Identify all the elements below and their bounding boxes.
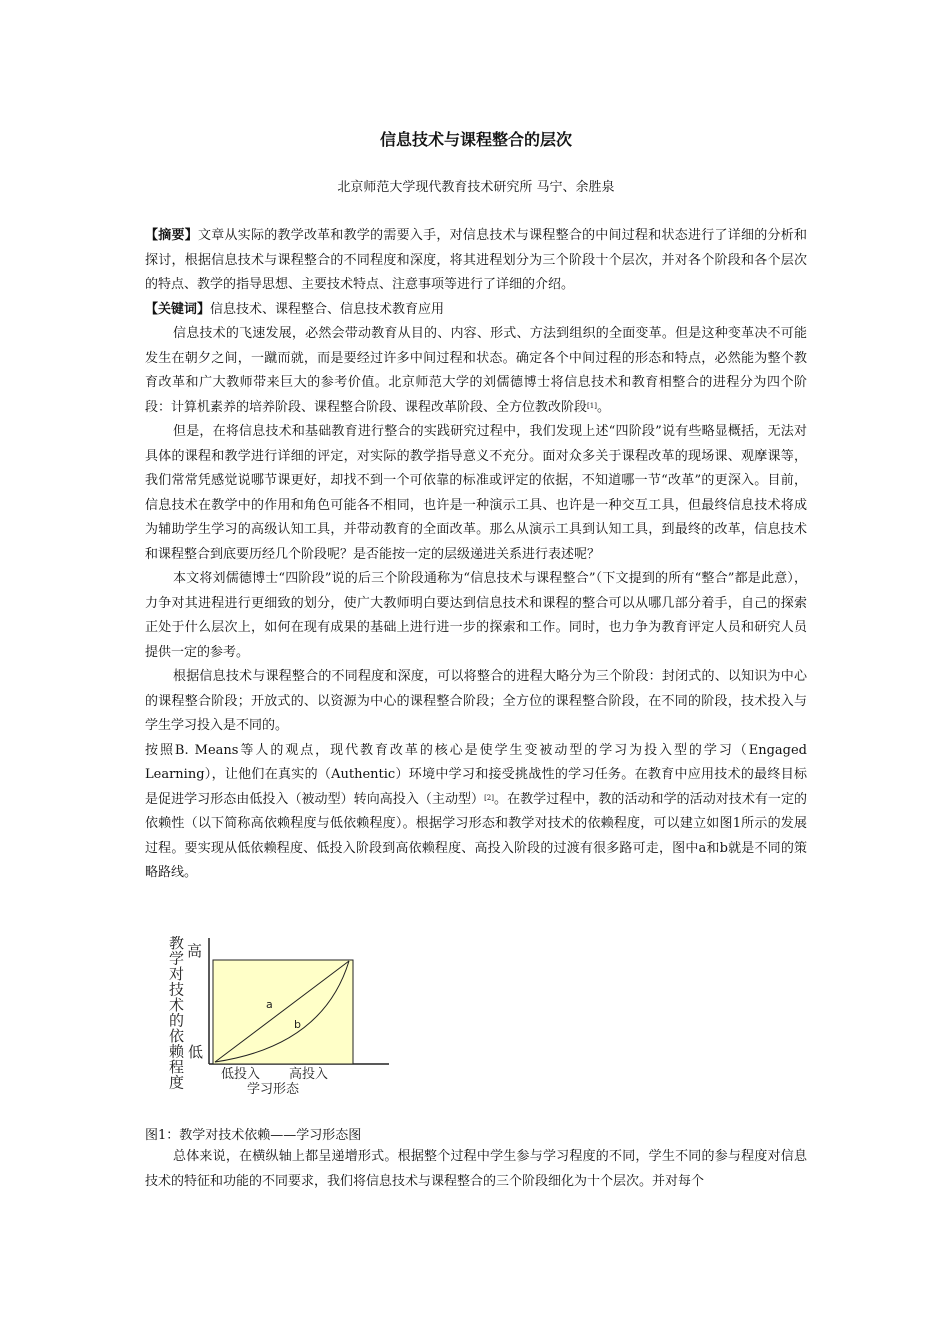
paper-title: 信息技术与课程整合的层次	[379, 130, 572, 149]
body-continued	[145, 1145, 807, 1194]
y-tick-low: 低	[188, 1043, 204, 1061]
body-paragraph-2: 但是，在将信息技术和基础教育进行整合的实践研究过程中，我们发现上述“四阶段”说有些略显概括，无法对具体的课程和教学进行详细的评定，对实际的教学指导意义不充分。面对众多关于课程改革的现场课、观摩课等，我们常常凭感觉说哪节课更好，却找不到一个可依靠的标准或评定的依据，不知道哪一节“改革”的更深入。目前，信息技术在教学中的作用和角色可能各不相同，也许是一种演示工具、也许是一种交互工具，但最终信息技术将成为辅助学生学习的高级认知工具，并带动教育的全面改革。那么从演示工具到认知工具，到最终的改革，信息技术和课程整合到底要历经几个阶段呢？是否能按一定的层级递进关系进行表述呢？	[145, 424, 807, 562]
body-paragraph-6: 总体来说，在横纵轴上都呈递增形式。根据整个过程中学生参与学习程度的不同，学生不同的参与程度对信息技术的特征和功能的不同要求，我们将信息技术与课程整合的三个阶段细化为十个层次。并对每个	[145, 1149, 807, 1189]
body-paragraph-1	[145, 322, 807, 420]
abstract-block	[145, 224, 807, 886]
figure-area	[213, 960, 353, 1064]
curve-b-label: b	[294, 1018, 301, 1031]
paper-authors: 北京师范大学现代教育技术研究所 马宁、余胜泉	[337, 180, 615, 195]
x-axis-label: 学习形态	[247, 1082, 300, 1094]
paragraph-5-text: 按照B. Means等人的观点，现代教育改革的核心是使学生变被动型的学习为投入型的学习（Engaged Learning），让他们在真实的（Authentic）环境中学习和接受挑战性的学习任务。在教育中应用技术的最终目标是促进学习形态由低投入（被动型）转向高投入（主动型）	[145, 742, 807, 807]
abstract-text: 文章从实际的教学改革和教学的需要入手，对信息技术与课程整合的中间过程和状态进行了详细的分析和探讨，根据信息技术与课程整合的不同程度和深度，将其进程划分为三个阶段十个层次，并对各个阶段和各个层次的特点、教学的指导思想、主要技术特点、注意事项等进行了详细的介绍。	[145, 228, 807, 292]
paragraph-1-end: 。	[596, 399, 610, 415]
x-tick-low: 低投入	[221, 1067, 261, 1082]
body-paragraph-5	[145, 739, 807, 886]
keywords-label: 【关键词】	[145, 301, 211, 317]
abstract-paragraph	[145, 224, 807, 298]
y-tick-high: 高	[187, 942, 203, 960]
abstract-label: 【摘要】	[145, 228, 198, 243]
body-paragraph-3: 本文将刘儒德博士“四阶段”说的后三个阶段通称为“信息技术与课程整合”（下文提到的所有“整合”都是此意），力争对其进程进行更细致的划分，使广大教师明白要达到信息技术和课程的整合可以从哪几部分着手，自己的探索正处于什么层次上，如何在现有成果的基础上进行进一步的探索和工作。同时，也力争为教育评定人员和研究人员提供一定的参考。	[145, 571, 807, 660]
y-axis-label-text: 教学对技术的依赖程度	[169, 936, 185, 1092]
paragraph-1-text: 信息技术的飞速发展，必然会带动教育从目的、内容、形式、方法到组织的全面变革。但是这种变革决不可能发生在朝夕之间，一蹴而就，而是要经过许多中间过程和状态。确定各个中间过程的形态和特点，必然能为整个教育改革和广大教师带来巨大的参考价值。北京师范大学的刘儒德博士将信息技术和教育相整合的进程分为四个阶段：计算机素养的培养阶段、课程整合阶段、课程改革阶段、全方位教改阶段	[145, 326, 807, 415]
citation-1: [1]	[587, 401, 597, 410]
figure-1-diagram	[153, 936, 393, 1094]
figure-1-caption: 图1：教学对技术依赖——学习形态图	[145, 1128, 362, 1143]
citation-2: [2]	[484, 793, 494, 802]
body-paragraph-4: 根据信息技术与课程整合的不同程度和深度，可以将整合的进程大略分为三个阶段：封闭式的、以知识为中心的课程整合阶段；开放式的、以资源为中心的课程整合阶段；全方位的课程整合阶段，在不同的阶段，技术投入与学生学习投入是不同的。	[145, 669, 807, 733]
keywords-text: 信息技术、课程整合、信息技术教育应用	[210, 301, 445, 317]
keywords-paragraph	[145, 298, 807, 323]
paragraph-5-end: 。在教学过程中，教的活动和学的活动对技术有一定的依赖性（以下简称高依赖程度与低依赖程度）。根据学习形态和教学对技术的依赖程度，可以建立如图1所示的发展过程。要实现从低依赖程度、低投入阶段到高依赖程度、高投入阶段的过渡有很多路可走，图中a和b就是不同的策略路线。	[145, 791, 807, 880]
curve-a-label: a	[266, 998, 273, 1011]
y-axis-label	[169, 936, 185, 1092]
x-tick-high: 高投入	[289, 1067, 329, 1082]
